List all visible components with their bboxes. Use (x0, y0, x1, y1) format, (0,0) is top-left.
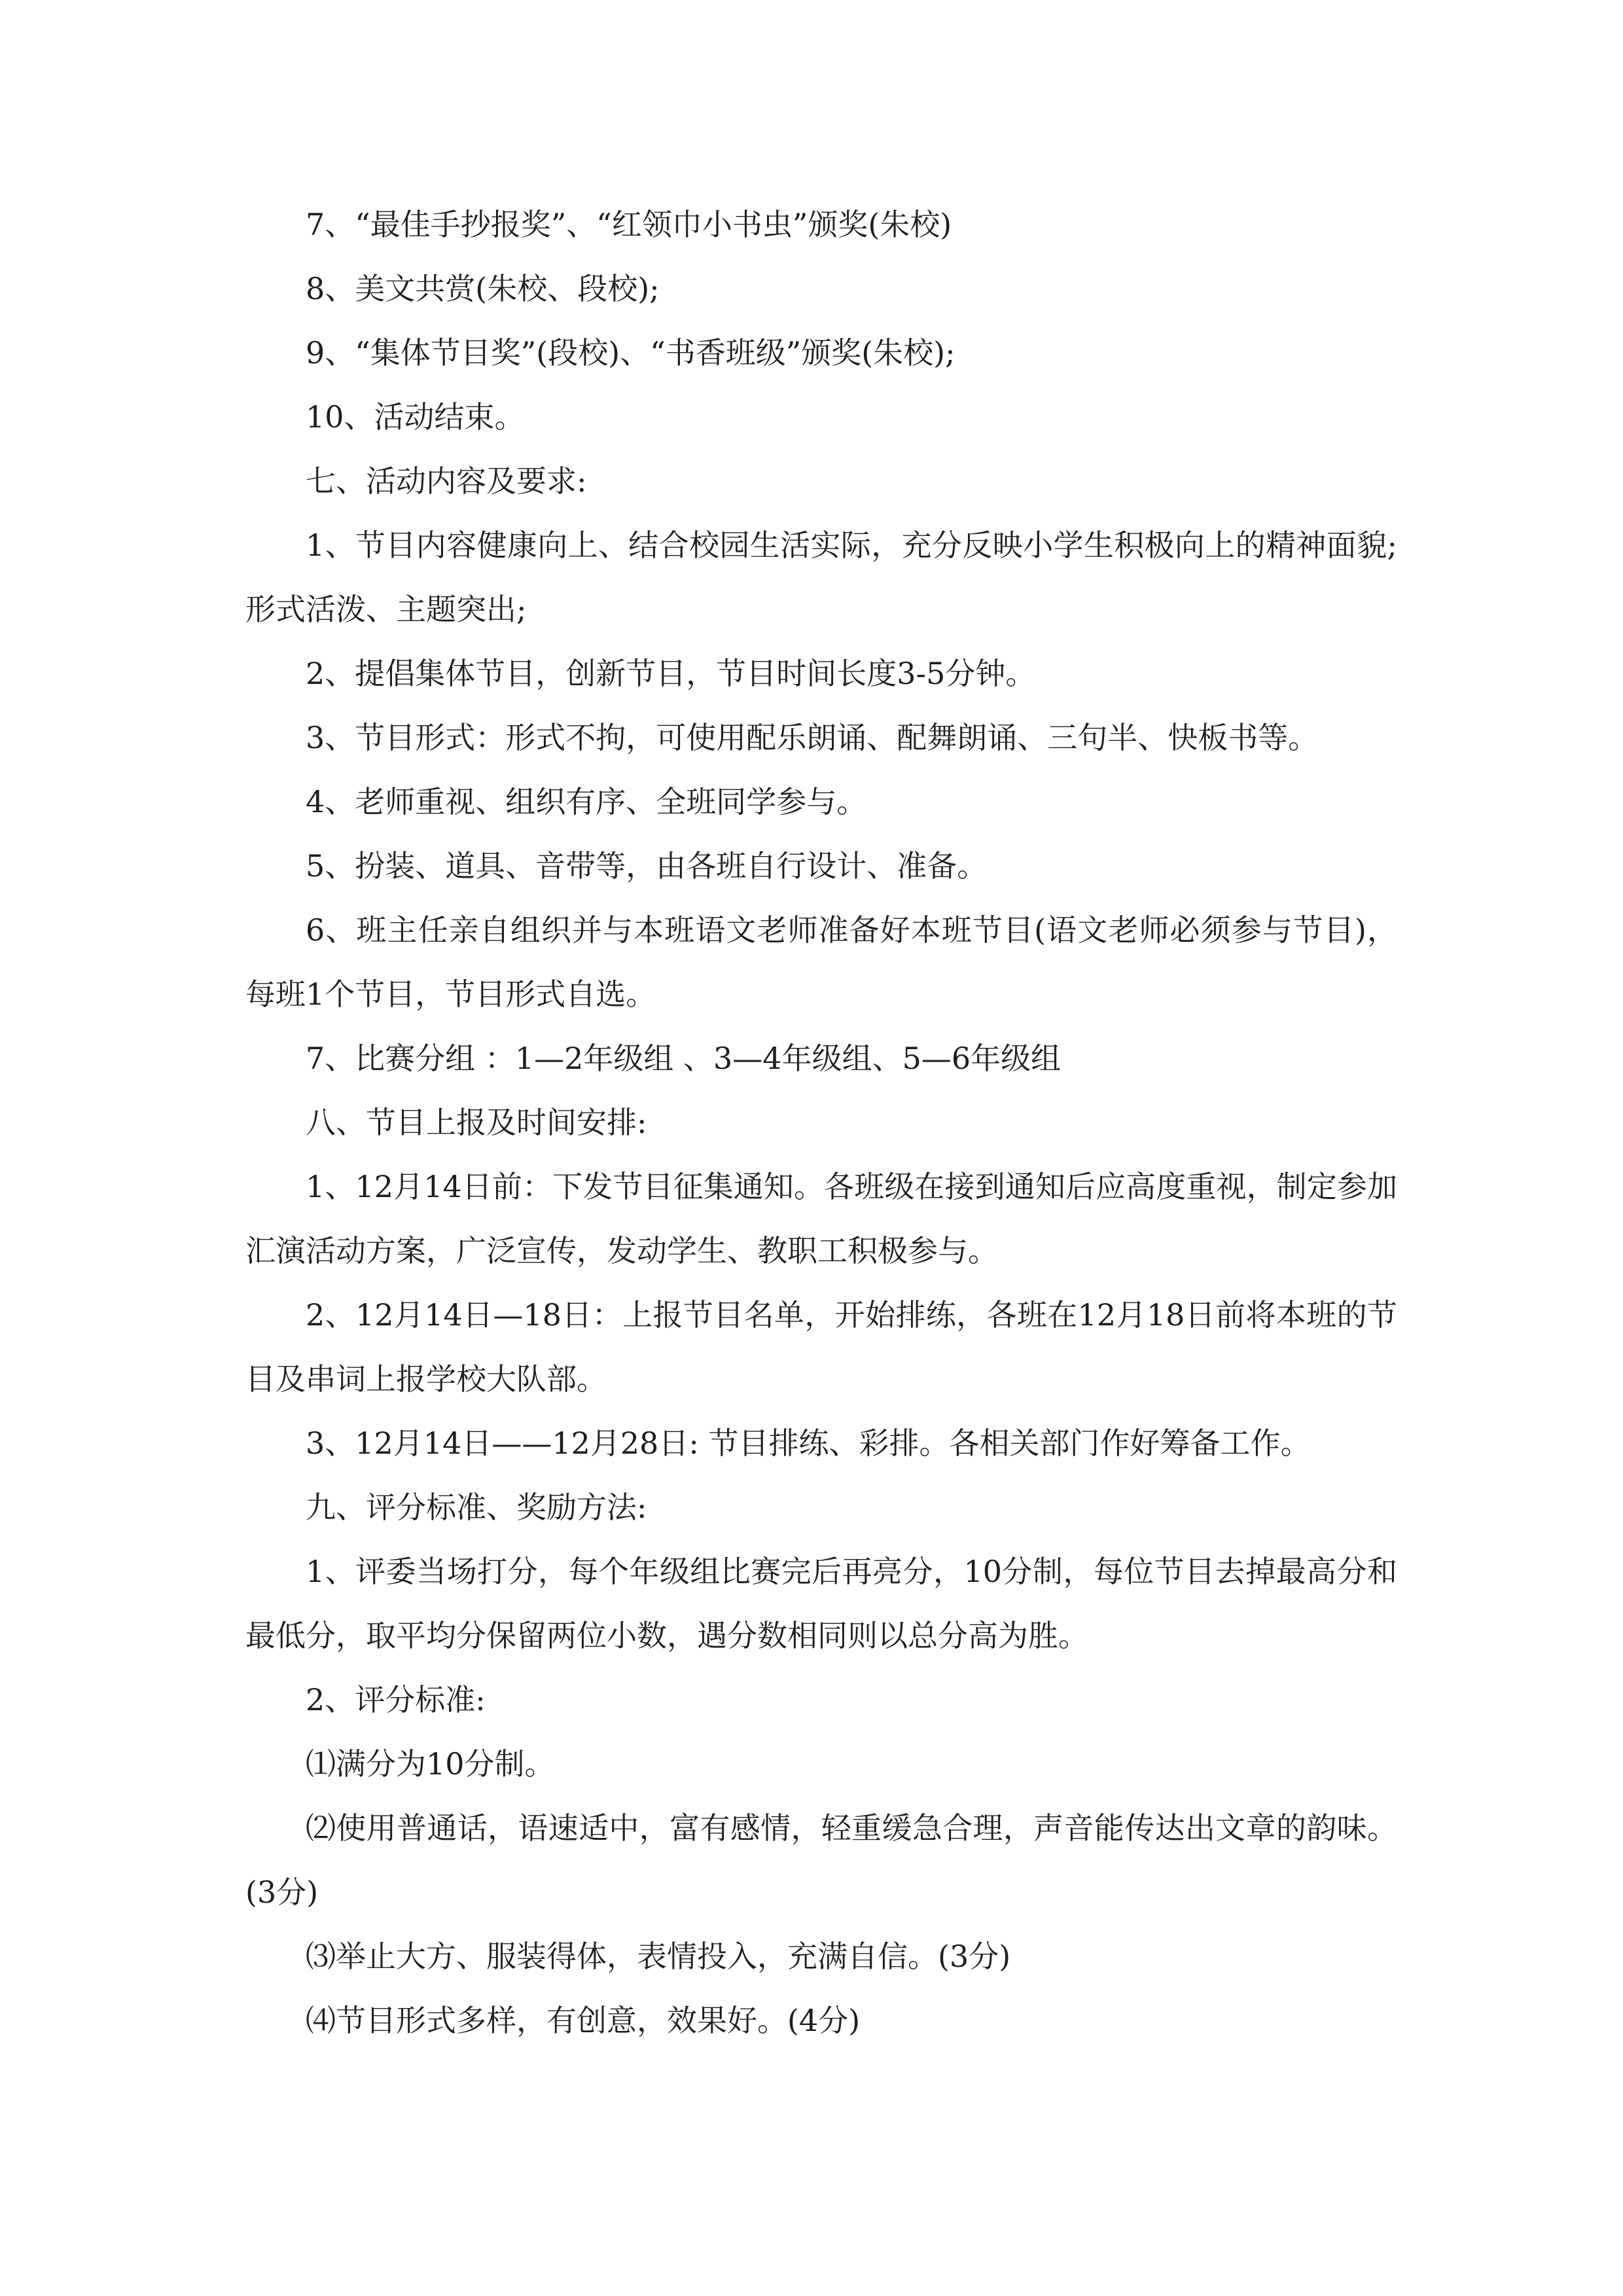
paragraph-criterion-2: ⑵使用普通话，语速适中，富有感情，轻重缓急合理，声音能传达出文章的韵味。(3分) (245, 1810, 1397, 1910)
paragraph-requirement-7: 7、比赛分组 ：1—2年级组 、3—4年级组、5—6年级组 (306, 1041, 1061, 1076)
paragraph-event-end: 10、活动结束。 (306, 399, 525, 435)
paragraph-scoring-2: 2、评分标准: (306, 1682, 486, 1717)
paragraph-requirement-3: 3、节目形式：形式不拘，可使用配乐朗诵、配舞朗诵、三句半、快板书等。 (306, 720, 1319, 755)
paragraph-criterion-4: ⑷节目形式多样，有创意，效果好。(4分) (306, 2003, 861, 2038)
paragraph-schedule-2: 2、12月14日—18日：上报节目名单，开始排练，各班在12月18日前将本班的节目及串词上报学校大队部。 (245, 1297, 1397, 1397)
section-heading-scoring: 九、评分标准、奖励方法: (306, 1490, 647, 1525)
document-body (245, 192, 1397, 2053)
section-heading-schedule: 八、节目上报及时间安排: (306, 1105, 647, 1140)
paragraph-requirement-1: 1、节目内容健康向上、结合校园生活实际，充分反映小学生积极向上的精神面貌;形式活泼、主题突出; (245, 528, 1397, 627)
paragraph-award-handcopy: 7、“最佳手抄报奖”、“红领巾小书虫”颁奖(朱校) (306, 207, 952, 242)
paragraph-scoring-1: 1、评委当场打分，每个年级组比赛完后再亮分，10分制，每位节目去掉最高分和最低分，取平均分保留两位小数，遇分数相同则以总分高为胜。 (245, 1554, 1397, 1653)
paragraph-criterion-3: ⑶举止大方、服装得体，表情投入，充满自信。(3分) (306, 1939, 1011, 1974)
paragraph-schedule-1: 1、12月14日前：下发节目征集通知。各班级在接到通知后应高度重视，制定参加汇演活动方案，广泛宣传，发动学生、教职工积极参与。 (245, 1169, 1397, 1268)
paragraph-criterion-1: ⑴满分为10分制。 (306, 1746, 555, 1782)
paragraph-requirement-6: 6、班主任亲自组织并与本班语文老师准备好本班节目(语文老师必须参与节目)，每班1个节目，节目形式自选。 (245, 912, 1397, 1012)
paragraph-award-collective: 9、“集体节目奖”(段校)、“书香班级”颁奖(朱校); (306, 335, 955, 370)
paragraph-requirement-4: 4、老师重视、组织有序、全班同学参与。 (306, 784, 867, 819)
paragraph-essay-appreciation: 8、美文共赏(朱校、段校); (306, 271, 660, 306)
paragraph-schedule-3: 3、12月14日——12月28日: 节目排练、彩排。各相关部门作好筹备工作。 (306, 1426, 1311, 1461)
paragraph-requirement-5: 5、扮装、道具、音带等，由各班自行设计、准备。 (306, 848, 988, 884)
section-heading-content-requirements: 七、活动内容及要求: (306, 463, 587, 499)
paragraph-requirement-2: 2、提倡集体节目，创新节目，节目时间长度3-5分钟。 (306, 656, 1036, 691)
